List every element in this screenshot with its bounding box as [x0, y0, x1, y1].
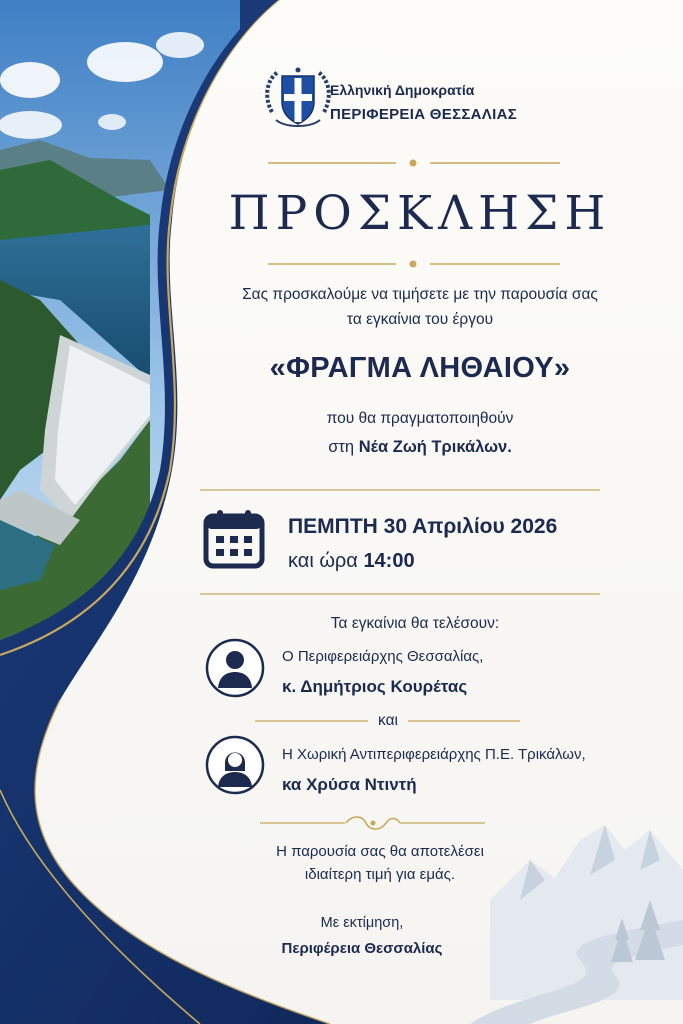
location-line-2: [180, 438, 660, 457]
location-line-1: που θα πραγματοποιηθούν: [326, 410, 514, 427]
officials-heading: Τα εγκαίνια θα τελέσουν:: [330, 615, 500, 632]
location-place: Νέα Ζωή Τρικάλων.: [358, 438, 512, 456]
closing-line-1: Η παρουσία σας θα αποτελέσει: [276, 843, 484, 860]
event-time: 14:00: [363, 550, 415, 572]
person1-name: κ. Δημήτριος Κουρέτας: [282, 677, 468, 696]
event-time-line: [288, 550, 415, 573]
signature-regards: Με εκτίμηση,: [320, 915, 404, 931]
header-region: ΠΕΡΙΦΕΡΕΙΑ ΘΕΣΣΑΛΙΑΣ: [330, 106, 518, 123]
location-prefix: στη: [328, 438, 355, 456]
intro-line-1: Σας προσκαλούμε να τιμήσετε με την παρουσία σας: [242, 286, 598, 303]
man-avatar-icon: [205, 638, 265, 698]
person2-name: κα Χρύσα Ντιντή: [282, 775, 417, 794]
page-title: ΠΡΟΣΚΛΗΣΗ: [228, 186, 612, 241]
project-name: «ΦΡΑΓΜΑ ΛΗΘΑΙΟΥ»: [269, 352, 571, 384]
greek-coat-of-arms-icon: [262, 64, 334, 134]
connector-and: και: [378, 712, 398, 729]
event-date: ΠΕΜΠΤΗ 30 Απριλίου 2026: [288, 515, 558, 538]
signature-name: Περιφέρεια Θεσσαλίας: [281, 940, 443, 957]
person1-role: Ο Περιφερειάρχης Θεσσαλίας,: [282, 648, 484, 665]
event-time-prefix: και ώρα: [288, 550, 358, 572]
person2-role: Η Χωρική Αντιπεριφερειάρχης Π.Ε. Τρικάλων,: [282, 746, 586, 763]
closing-line-2: ιδιαίτερη τιμή για εμάς.: [304, 866, 456, 883]
header-republic: Ελληνική Δημοκρατία: [330, 82, 475, 98]
woman-avatar-icon: [205, 735, 265, 795]
intro-line-2: τα εγκαίνια του έργου: [346, 311, 494, 328]
calendar-icon: [203, 508, 265, 570]
